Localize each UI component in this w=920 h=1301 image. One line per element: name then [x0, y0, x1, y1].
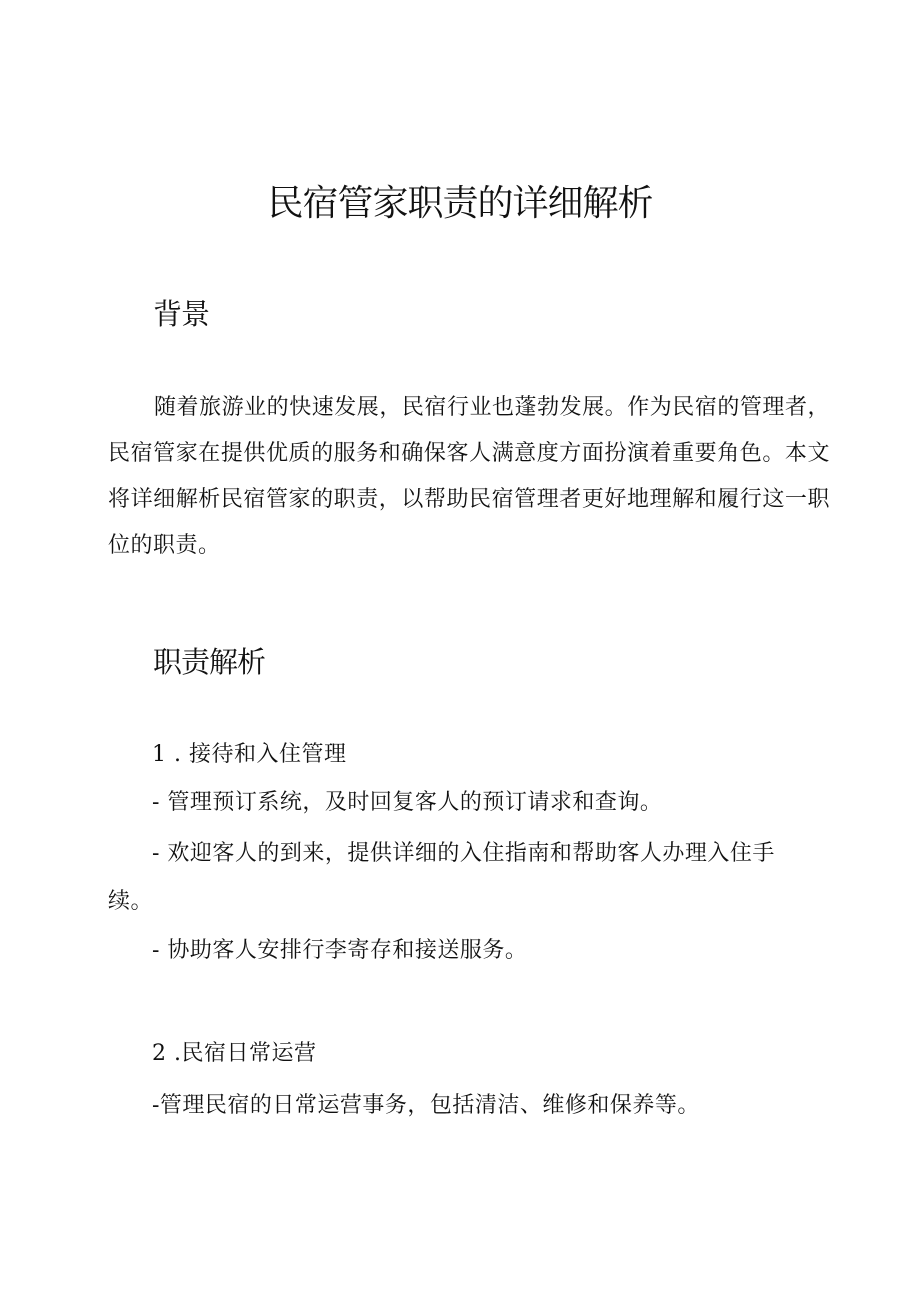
section-heading-background: 背景 — [153, 297, 210, 331]
duty-item-1-bullet-2-continued: 续。 — [108, 889, 154, 914]
section-heading-duties: 职责解析 — [153, 645, 266, 679]
duty-item-1-bullet-1: - 管理预订系统，及时回复客人的预订请求和查询。 — [152, 790, 663, 815]
duty-item-2-title: 2 .民宿日常运营 — [152, 1041, 317, 1066]
duty-item-1-bullet-2: - 欢迎客人的到来，提供详细的入住指南和帮助客人办理入住手 — [152, 841, 775, 866]
duty-item-2-bullet-1: -管理民宿的日常运营事务，包括清洁、维修和保养等。 — [152, 1093, 700, 1118]
background-paragraph: 随着旅游业的快速发展，民宿行业也蓬勃发展。作为民宿的管理者，民宿管家在提供优质的服务和确保客人满意度方面扮演着重要角色。本文将详细解析民宿管家的职责，以帮助民宿管理者更好地理解和履行这一职位的职责。 — [108, 395, 830, 558]
page-title: 民宿管家职责的详细解析 — [267, 183, 653, 224]
duty-item-1-bullet-3: - 协助客人安排行李寄存和接送服务。 — [152, 938, 528, 963]
duty-item-1-title: 1 . 接待和入住管理 — [152, 742, 347, 767]
